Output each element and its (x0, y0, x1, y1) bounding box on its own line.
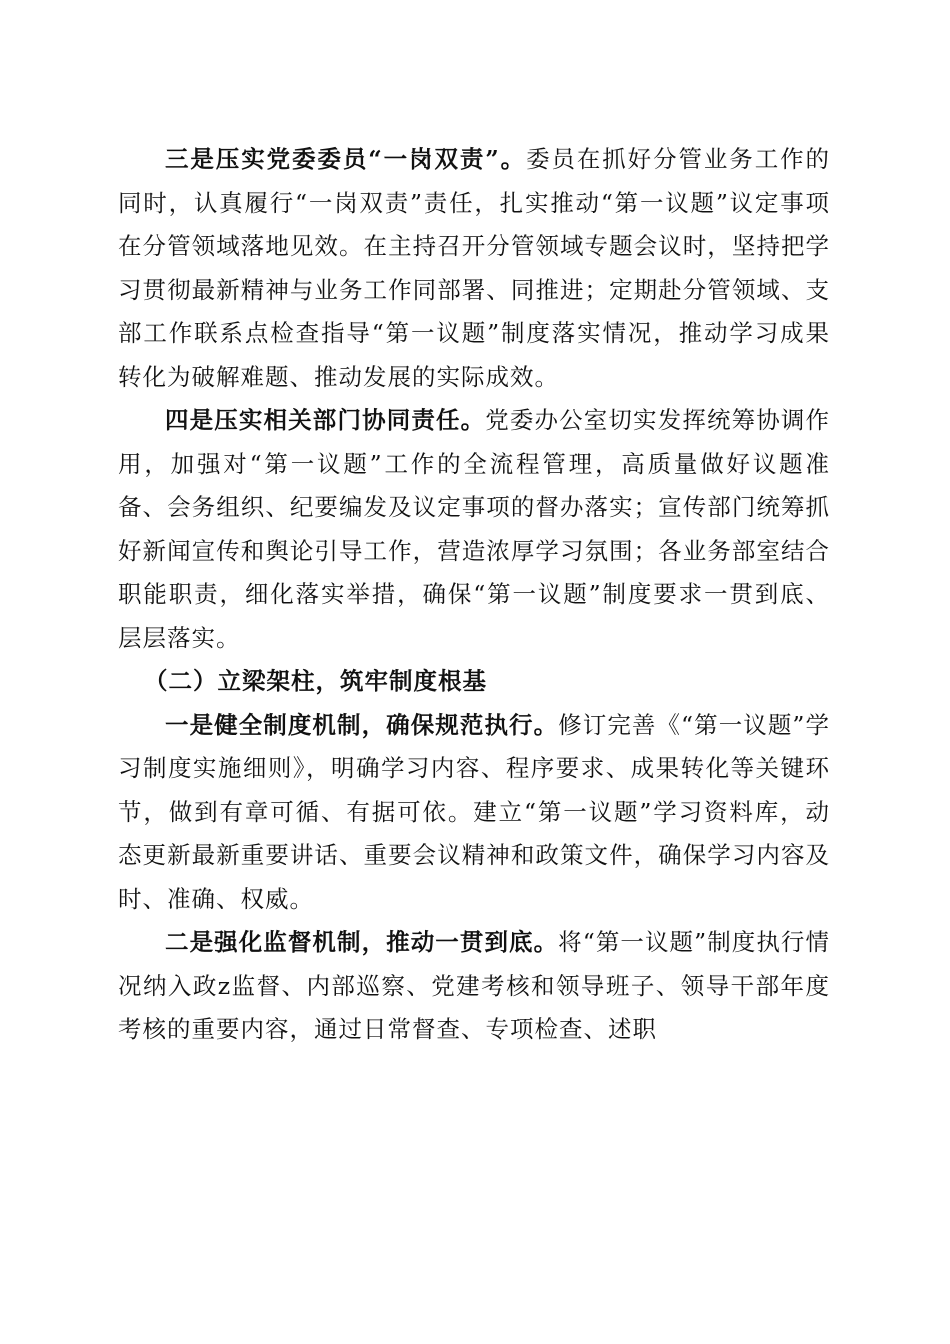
paragraph-body: 修订完善《“第一议题”学习制度实施细则》，明确学习内容、程序要求、成果转化等关键环节，做到有章可循、有据可依。建立“第一议题”学习资料库，动态更新最新重要讲话、重要会议精神和政策文件，确保学习内容及时、准确、权威。 (118, 710, 831, 913)
paragraph-lead: 一是健全制度机制，确保规范执行。 (165, 710, 559, 739)
paragraph-lead: 三是压实党委委员“一岗双责”。 (165, 145, 527, 173)
paragraph-body: 委员在抓好分管业务工作的同时，认真履行“一岗双责”责任，扎实推动“第一议题”议定事项在分管领域落地见效。在主持召开分管领域专题会议时，坚持把学习贯彻最新精神与业务工作同部署、同推进；定期赴分管领域、支部工作联系点检查指导“第一议题”制度落实情况，推动学习成果转化为破解难题、推动发展的实际成效。 (118, 145, 831, 391)
paragraph-body: 党委办公室切实发挥统筹协调作用，加强对“第一议题”工作的全流程管理，高质量做好议题准备、会务组织、纪要编发及议定事项的督办落实；宣传部门统筹抓好新闻宣传和舆论引导工作，营造浓厚学习氛围；各业务部室结合职能职责，细化落实举措，确保“第一议题”制度要求一贯到底、层层落实。 (118, 406, 830, 652)
paragraph-committee-members (118, 138, 830, 399)
document-body (118, 138, 830, 1052)
section-heading: （二）立梁架柱，筑牢制度根基 (144, 667, 487, 695)
paragraph-institution (118, 704, 830, 922)
paragraph-body: 将“第一议题”制度执行情况纳入政z监督、内部巡察、党建考核和领导班子、领导干部年度考核的重要内容，通过日常督查、专项检查、述职 (118, 928, 831, 1043)
paragraph-supervision (118, 921, 830, 1052)
paragraph-lead: 二是强化监督机制，推动一贯到底。 (165, 928, 559, 956)
paragraph-lead: 四是压实相关部门协同责任。 (165, 406, 486, 434)
paragraph-departments (118, 399, 830, 660)
